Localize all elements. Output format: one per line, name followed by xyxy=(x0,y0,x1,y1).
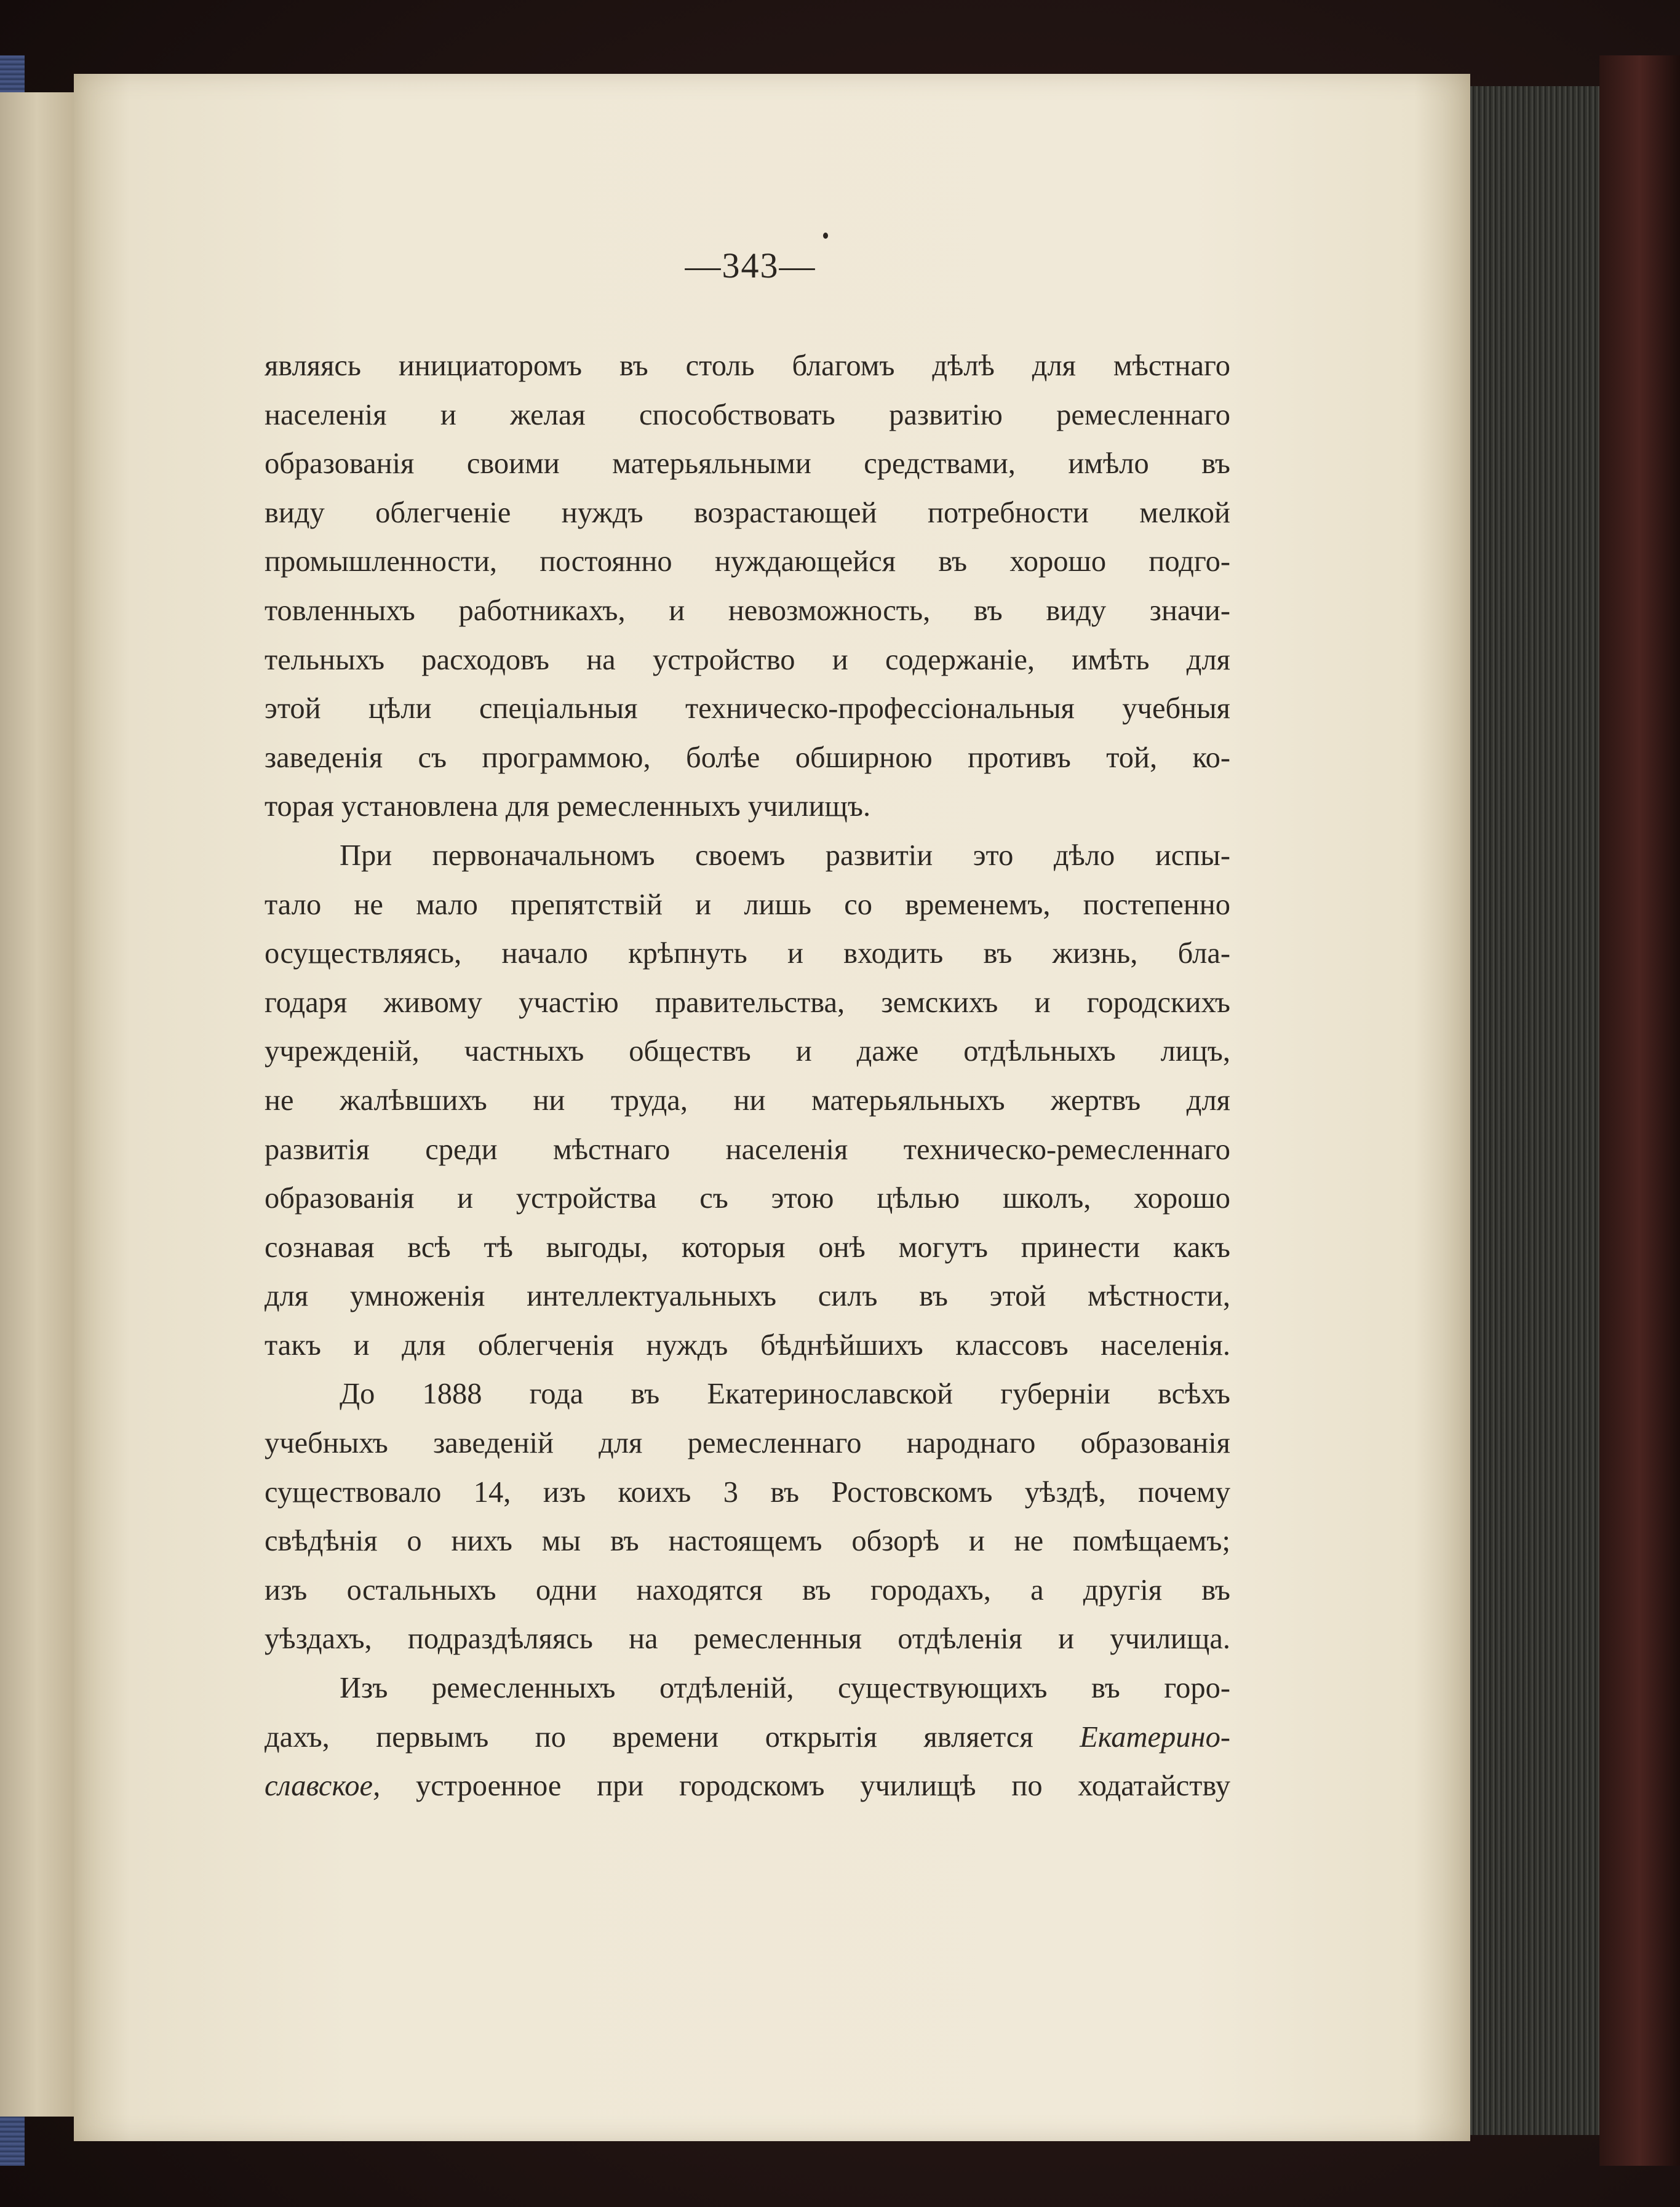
text-line: Изъ ремесленныхъ отдѣленій, существующихъ въ горо- xyxy=(340,1672,1230,1705)
text-line: До 1888 года въ Екатеринославской губерніи всѣхъ xyxy=(340,1378,1230,1411)
paragraph-2 xyxy=(265,831,1230,1370)
paragraph-1 xyxy=(265,341,1230,831)
text-line: тало не мало препятствій и лишь со временемъ, постепенно xyxy=(265,888,1230,921)
text-line: осуществляясь, начало крѣпнуть и входить въ жизнь, бла- xyxy=(265,937,1230,970)
text-line: существовало 14, изъ коихъ 3 въ Ростовскомъ уѣздѣ, почему xyxy=(265,1475,1230,1509)
text-line: учебныхъ заведеній для ремесленнаго народнаго образованія xyxy=(265,1427,1230,1460)
italic-place-name: Екатерино- xyxy=(1080,1720,1230,1754)
text-line: свѣдѣнія о нихъ мы въ настоящемъ обзорѣ и не помѣщаемъ; xyxy=(265,1525,1230,1558)
text-line: промышленности, постоянно нуждающейся въ хорошо подго- xyxy=(265,545,1230,578)
text-line: изъ остальныхъ одни находятся въ городахъ, а другія въ xyxy=(265,1573,1230,1606)
text-run: устроенное при городскомъ училищѣ по ходатайству xyxy=(380,1770,1230,1803)
text-line: такъ и для облегченія нуждъ бѣднѣйшихъ классовъ населенія. xyxy=(265,1328,1230,1362)
text-line: виду облегченіе нуждъ возрастающей потребности мелкой xyxy=(265,496,1230,529)
text-line: годаря живому участію правительства, земскихъ и городскихъ xyxy=(265,986,1230,1019)
text-line: являясь инициаторомъ въ столь благомъ дѣлѣ для мѣстнаго xyxy=(265,349,1230,382)
paragraph-4 xyxy=(265,1664,1230,1811)
page-block-edges xyxy=(1464,86,1606,2135)
text-line: развитія среди мѣстнаго населенія техническо-ремесленнаго xyxy=(265,1133,1230,1166)
text-line: тельныхъ расходовъ на устройство и содержаніе, имѣть для xyxy=(265,643,1230,676)
text-run: дахъ, первымъ по времени открытія является xyxy=(265,1720,1080,1754)
text-line: уѣздахъ, подраздѣляясь на ремесленныя отдѣленія и училища. xyxy=(265,1622,1230,1656)
text-line: этой цѣли спеціальныя техническо-профессіональныя учебныя xyxy=(265,692,1230,725)
text-line xyxy=(265,1713,1230,1762)
page-number: —343— xyxy=(685,245,816,285)
text-line: сознавая всѣ тѣ выгоды, которыя онѣ могутъ принести какъ xyxy=(265,1231,1230,1264)
body-text xyxy=(265,341,1230,1811)
text-line: образованія и устройства съ этою цѣлью школъ, хорошо xyxy=(265,1182,1230,1215)
text-line: населенія и желая способствовать развитію ремесленнаго xyxy=(265,398,1230,431)
italic-place-name: славское, xyxy=(265,1770,381,1803)
text-line: не жалѣвшихъ ни труда, ни матерьяльныхъ жертвъ для xyxy=(265,1084,1230,1117)
text-line: торая установлена для ремесленныхъ училищъ. xyxy=(265,790,871,823)
text-line: При первоначальномъ своемъ развитіи это дѣло испы- xyxy=(340,839,1230,872)
text-line: товленныхъ работникахъ, и невозможность, въ виду значи- xyxy=(265,594,1230,627)
text-line: для умноженія интеллектуальныхъ силъ въ этой мѣстности, xyxy=(265,1280,1230,1313)
text-line: учрежденій, частныхъ обществъ и даже отдѣльныхъ лицъ, xyxy=(265,1035,1230,1068)
text-line xyxy=(265,1762,1230,1811)
ink-speck xyxy=(823,233,828,239)
text-line: образованія своими матерьяльными средствами, имѣло въ xyxy=(265,447,1230,481)
text-line: заведенія съ программою, болѣе обширною противъ той, ко- xyxy=(265,741,1230,774)
paragraph-3 xyxy=(265,1370,1230,1664)
book-cover-right xyxy=(1599,55,1680,2166)
